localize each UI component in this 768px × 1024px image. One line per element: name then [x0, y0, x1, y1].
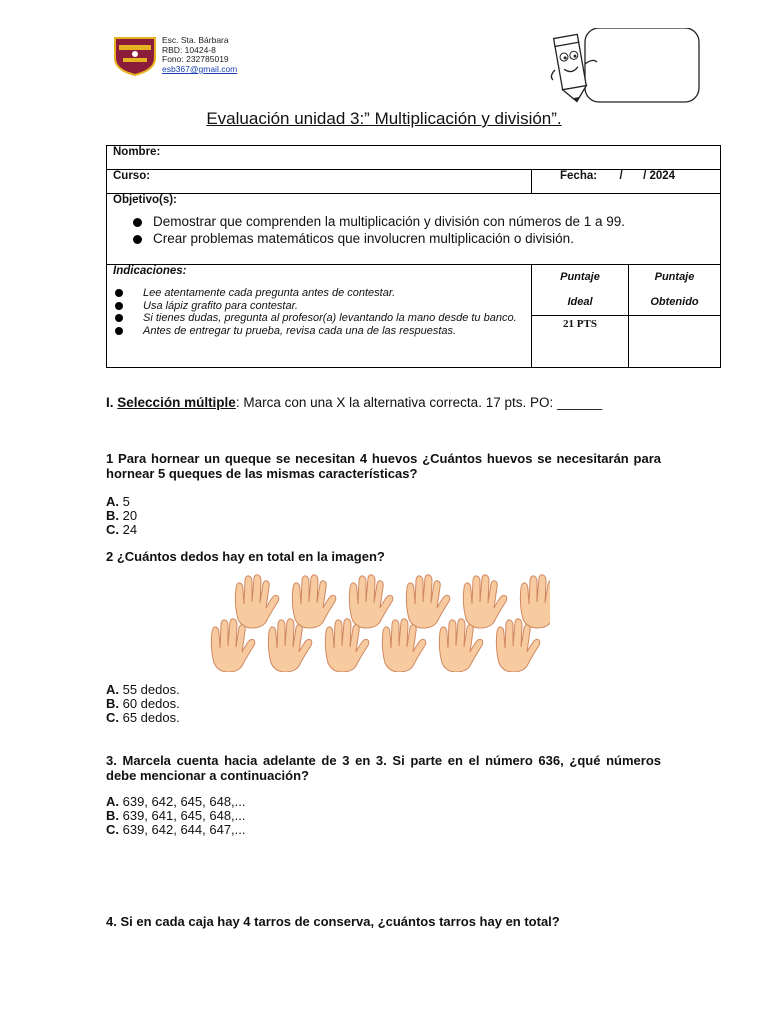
- hands-image: [200, 574, 550, 672]
- option-letter: A.: [106, 494, 119, 509]
- objetivos-list: [133, 214, 714, 247]
- student-info-table: [106, 145, 721, 368]
- option-text: 5: [119, 494, 130, 509]
- question-2-options: [106, 683, 661, 725]
- section-instruction: : Marca con una X la alternativa correcta. 17 pts. PO: ______: [235, 395, 603, 410]
- puntaje-obtenido-label-2: Obtenido: [650, 296, 699, 308]
- option-a[interactable]: [106, 495, 661, 509]
- question-4: [106, 914, 661, 929]
- option-letter: B.: [106, 696, 119, 711]
- school-crest-logo: [113, 36, 157, 76]
- option-b[interactable]: [106, 809, 661, 823]
- section-name: Selección múltiple: [117, 395, 236, 410]
- option-letter: A.: [106, 682, 119, 697]
- nombre-field[interactable]: Nombre:: [107, 146, 721, 170]
- option-text: 60 dedos.: [119, 696, 180, 711]
- indicaciones-list: [113, 287, 525, 337]
- hand-icon: [463, 575, 506, 628]
- indicaciones-label: Indicaciones:: [113, 265, 187, 277]
- indicacion-item: Si tienes dudas, pregunta al profesor(a) levantando la mano desde tu banco.: [113, 312, 525, 325]
- objetivos-label: Objetivo(s):: [113, 194, 177, 206]
- question-text: 4. Si en cada caja hay 4 tarros de conserva, ¿cuántos tarros hay en total?: [106, 914, 560, 929]
- school-info: [162, 36, 237, 74]
- option-letter: B.: [106, 508, 119, 523]
- question-text: 2 ¿Cuántos dedos hay en total en la imagen?: [106, 549, 385, 564]
- hand-icon: [520, 575, 550, 628]
- question-text: 1 Para hornear un queque se necesitan 4 huevos ¿Cuántos huevos se necesitarán para hornear 5 queques de las mismas características?: [106, 451, 661, 481]
- puntaje-obtenido-label-1: Puntaje: [654, 271, 695, 283]
- puntaje-ideal-value: 21 PTS: [532, 316, 629, 368]
- hand-icon: [406, 575, 449, 628]
- indicacion-item: Antes de entregar tu prueba, revisa cada una de las respuestas.: [113, 325, 525, 338]
- option-a[interactable]: [106, 795, 661, 809]
- hand-icon: [292, 575, 335, 628]
- school-email-link[interactable]: esb367@gmail.com: [162, 63, 238, 74]
- school-name: Esc. Sta. Bárbara: [162, 35, 229, 45]
- question-2: [106, 549, 661, 564]
- indicaciones-cell: [107, 265, 532, 368]
- objetivo-item: Demostrar que comprenden la multiplicación y división con números de 1 a 99.: [133, 214, 714, 231]
- option-text: 65 dedos.: [119, 710, 180, 725]
- page-title: Evaluación unidad 3:” Multiplicación y división”.: [206, 109, 562, 128]
- section-heading: [106, 394, 661, 411]
- question-text: 3. Marcela cuenta hacia adelante de 3 en 3. Si parte en el número 636, ¿qué números debe mencionar a continuación?: [106, 753, 661, 783]
- option-text: 639, 642, 645, 648,...: [119, 794, 246, 809]
- option-text: 639, 641, 645, 648,...: [119, 808, 246, 823]
- fecha-label: Fecha:: [560, 170, 598, 182]
- fecha-field[interactable]: [532, 170, 721, 194]
- option-letter: B.: [106, 808, 119, 823]
- pencil-mascot-icon: [549, 28, 701, 104]
- puntaje-ideal-label-2: Ideal: [567, 296, 593, 308]
- option-letter: C.: [106, 710, 119, 725]
- option-b[interactable]: [106, 509, 661, 523]
- option-b[interactable]: [106, 697, 661, 711]
- hand-icon: [349, 575, 392, 628]
- option-text: 55 dedos.: [119, 682, 180, 697]
- option-c[interactable]: [106, 823, 661, 837]
- option-c[interactable]: [106, 523, 661, 537]
- fecha-year: / 2024: [643, 170, 676, 182]
- section-number: I.: [106, 395, 114, 410]
- puntaje-obtenido-value[interactable]: [629, 316, 721, 368]
- objetivo-item: Crear problemas matemáticos que involucren multiplicación o división.: [133, 231, 714, 248]
- option-text: 24: [119, 522, 138, 537]
- question-3: [106, 753, 661, 837]
- hand-icon: [235, 575, 278, 628]
- indicacion-item: Usa lápiz grafito para contestar.: [113, 300, 525, 313]
- option-letter: C.: [106, 522, 119, 537]
- option-text: 639, 642, 644, 647,...: [119, 822, 246, 837]
- question-1: [106, 451, 661, 537]
- curso-field[interactable]: Curso:: [107, 170, 532, 194]
- puntaje-obtenido-header: [629, 265, 721, 316]
- puntaje-ideal-header: [532, 265, 629, 316]
- indicacion-item: Lee atentamente cada pregunta antes de contestar.: [113, 287, 525, 300]
- fecha-slash: /: [619, 170, 623, 182]
- option-text: 20: [119, 508, 138, 523]
- option-a[interactable]: [106, 683, 661, 697]
- option-letter: A.: [106, 794, 119, 809]
- school-rbd: RBD: 10424-8: [162, 44, 216, 55]
- objetivos-cell: [107, 194, 721, 265]
- option-letter: C.: [106, 822, 119, 837]
- puntaje-ideal-label-1: Puntaje: [560, 271, 600, 283]
- option-c[interactable]: [106, 711, 661, 725]
- school-phone: Fono: 232785019: [162, 54, 229, 65]
